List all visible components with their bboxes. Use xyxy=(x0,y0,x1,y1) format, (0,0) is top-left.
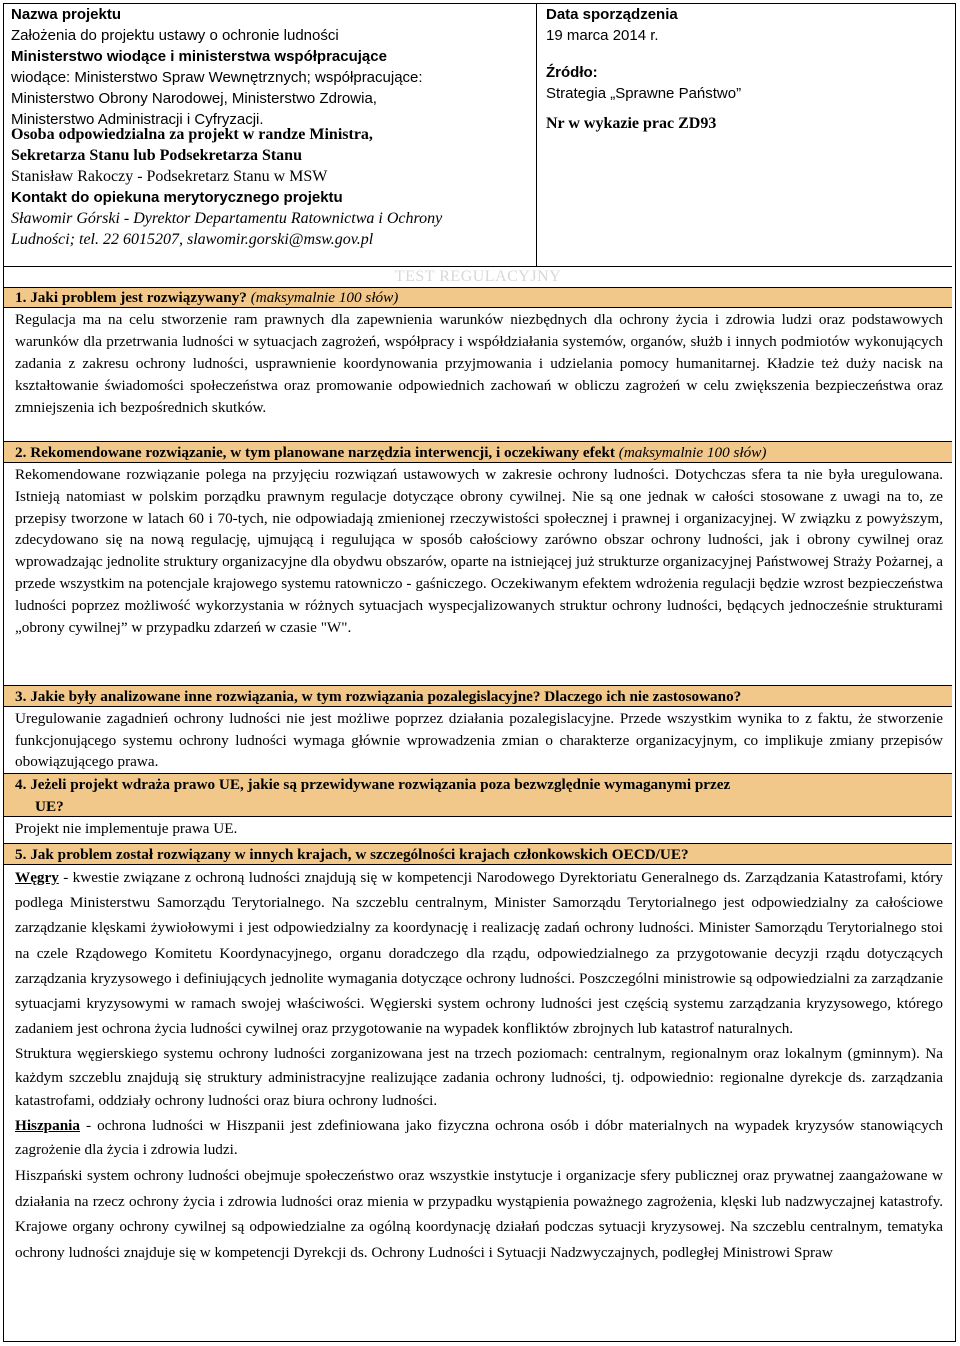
spain-paragraph-1: - ochrona ludności w Hiszpanii jest zdefiniowana jako fizyczna ochrona osób i dóbr materialnych na wypadek kryzysów stanowiących zagrożenie dla życia i zdrowia ludzi. xyxy=(15,1116,943,1158)
question-1-row xyxy=(4,287,952,308)
responsible-value: Stanisław Rakoczy - Podsekretarz Stanu w MSW xyxy=(11,168,328,185)
ministries-label: Ministerstwo wiodące i ministerstwa współpracujące xyxy=(11,48,387,65)
country-spain: Hiszpania xyxy=(15,1116,80,1134)
section-1 xyxy=(4,287,952,442)
question-2-note: (maksymalnie 100 słów) xyxy=(614,444,767,461)
project-name-value: Założenia do projektu ustawy o ochronie ludności xyxy=(11,27,339,44)
work-number: Nr w wykazie prac ZD93 xyxy=(546,115,717,132)
question-4-row xyxy=(4,773,952,817)
section-3 xyxy=(4,685,952,773)
ministries-value-1: wiodące: Ministerstwo Spraw Wewnętrznych; współpracujące: xyxy=(11,69,423,86)
question-3-text: 3. Jakie były analizowane inne rozwiązania, w tym rozwiązania pozalegislacyjne? Dlaczego ich nie zastosowano? xyxy=(15,688,742,705)
contact-value-2: Ludności; tel. 22 6015207, slawomir.gorski@msw.gov.pl xyxy=(11,231,374,248)
project-name-label: Nazwa projektu xyxy=(11,6,122,23)
answer-5 xyxy=(4,865,952,1265)
country-hungary: Węgry xyxy=(15,869,59,886)
section-4 xyxy=(4,773,952,842)
test-title: TEST REGULACYJNY xyxy=(4,266,952,287)
question-5-row xyxy=(4,843,952,865)
source-label: Źródło: xyxy=(546,64,598,81)
question-3-row xyxy=(4,685,952,707)
spain-paragraph-2: Hiszpański system ochrony ludności obejmuje społeczeństwo oraz wszystkie instytucje i organizacje sfery publicznej oraz prywatnej zaangażowane w działania na rzecz ochrony życia i zdrowia ludności oraz mienia w przypadku wystąpienia poważnego zagrożenia, klęski lub nadzwyczajnej katastrofy. Krajowe organy ochrony cywilnej są odpowiedzialne za ogólną koordynację działań podczas sytuacji kryzysowej. Na szczeblu centralnym, tematyka ochrony ludności znajduje się w kompetencji Dyrekcji ds. Ochrony Ludności i Sytuacji Nadzwyczajnych, podległej Ministrowi Spraw xyxy=(15,1166,943,1261)
header-right-cell xyxy=(540,4,960,266)
answer-2-text: Rekomendowane rozwiązanie polega na przyjęciu rozwiązań ustawowych w zakresie ochrony ludności. Dotychczas sfera ta nie była uregulowana. Istnieją natomiast w polskim porządku prawnym regulacje dotyczące obrony cywilnej. Nie są one jednak w całości stosowane z uwagi na to, ze przepisy tworzone w latach 60 i 70-tych, nie odpowiadają zmienionej rzeczywistości społecznej i prawnej i organizacyjnej. W związku z powyższym, zdecydowano się na nową regulację, ujmującą i regulująca w sposób całościowy zarówno obszar ochrony ludności, jak i obrony cywilnej oraz wprowadzając jednolite struktury organizacyjne dla obydwu obszarów, oparte na istniejącej już strukturze organizacyjnej Państwowej Straży Pożarnej, a przede wszystkim na potencjale krajowego systemu ratowniczo - gaśniczego. Oczekiwanym efektem wdrożenia regulacji będzie wzrost bezpieczeństwa ludności poprzez możliwość wykorzystania w różnych sytuacjach wyspecjalizowanych struktur ochrony ludności, będących jednocześnie strukturami „obrony cywilnej” w przypadku zdarzeń w czasie "W". xyxy=(15,466,943,636)
contact-value-1: Sławomir Górski - Dyrektor Departamentu Ratownictwa i Ochrony xyxy=(11,210,443,227)
ministries-value-2: Ministerstwo Obrony Narodowej, Ministerstwo Zdrowia, xyxy=(11,90,377,107)
question-4-text-1: 4. Jeżeli projekt wdraża prawo UE, jakie są przewidywane rozwiązania poza bezwzględnie wymaganymi przez xyxy=(15,776,731,793)
responsible-label-1: Osoba odpowiedzialna za projekt w randze Ministra, xyxy=(11,126,373,143)
header-left-cell xyxy=(4,4,537,266)
question-4-text-2: UE? xyxy=(35,797,64,815)
source-value: Strategia „Sprawne Państwo” xyxy=(546,85,742,102)
responsible-label-2: Sekretarza Stanu lub Podsekretarza Stanu xyxy=(11,147,302,164)
hungary-paragraph-1: - kwestie związane z ochroną ludności znajdują się w kompetencji Narodowego Dyrektoriatu Generalnego ds. Zarządzania Katastrofami, który podlega Ministerstwu Samorządu Terytorialnego. Na szczeblu centralnym, Minister Samorządu Terytorialnego jest odpowiedzialny za całościowe zarządzanie klęskami żywiołowymi i jest odpowiedzialny za koordynację i realizację zadań ochrony ludności. Minister Samorządu Terytorialnego stoi na czele Rządowego Komitetu Koordynacyjnego, organu doradczego dla rządu, odpowiedzialnego za przygotowanie decyzji rządu dotyczących zarządzania kryzysowego i definiujących jednolite wymagania dotyczące ochrony ludności. Poszczególni ministrowie są odpowiedzialni za zarządzanie sytuacjami kryzysowymi w ramach swojej właściwości. Węgierski system ochrony ludności jest częścią systemu zarządzania kryzysowego, którego zadaniem jest ochrona życia ludności cywilnej oraz przygotowanie na wypadek konfliktów zbrojnych lub katastrof naturalnych. xyxy=(15,869,943,1038)
question-1-note: (maksymalnie 100 słów) xyxy=(246,289,399,306)
section-2 xyxy=(4,441,952,686)
answer-1 xyxy=(4,308,952,442)
question-2-row xyxy=(4,441,952,463)
contact-label: Kontakt do opiekuna merytorycznego projektu xyxy=(11,189,343,206)
question-5-text: 5. Jak problem został rozwiązany w innych krajach, w szczególności krajach członkowskich OECD/UE? xyxy=(15,846,689,863)
date-value: 19 marca 2014 r. xyxy=(546,27,659,44)
question-1-text: 1. Jaki problem jest rozwiązywany? xyxy=(15,289,247,306)
section-5 xyxy=(4,843,952,1265)
answer-4 xyxy=(4,817,952,842)
ministries-value-3: Ministerstwo Administracji i Cyfryzacji. xyxy=(11,111,264,128)
answer-4-text: Projekt nie implementuje prawa UE. xyxy=(15,820,238,837)
question-2-text: 2. Rekomendowane rozwiązanie, w tym planowane narzędzia interwencji, i oczekiwany efekt xyxy=(15,444,615,461)
hungary-paragraph-2: Struktura węgierskiego systemu ochrony ludności zorganizowana jest na trzech poziomach: centralnym, regionalnym oraz lokalnym (gminnym). Na każdym szczeblu znajdują się struktury administracyjne realizujące zadania ochrony ludności, tj. odpowiednio: regionalne dyrekcje ds. zarządzania katastrofami, oddziały ochrony ludności oraz biura ochrony ludności. xyxy=(15,1045,943,1110)
answer-3 xyxy=(4,707,952,773)
answer-1-text: Regulacja ma na celu stworzenie ram prawnych dla zapewnienia warunków niezbędnych dla ochrony życia i zdrowia ludzi oraz podstawowych warunków dla przetrwania ludności w sytuacjach zagrożeń, współpracy i współdziałania systemów, organów, służb i innych podmiotów wykonujących zadania z zakresu ochrony ludności, usprawnienie koordynowania przyjmowania i udzielania pomocy humanitarnej. Kładzie też duży nacisk na kształtowanie świadomości społeczeństwa oraz promowanie odpowiednich zachowań w obliczu zagrożeń w celu zwiększenia bezpieczeństwa oraz zmniejszenia ich bezpośrednich skutków. xyxy=(15,311,943,416)
answer-3-text: Uregulowanie zagadnień ochrony ludności nie jest możliwe poprzez działania pozalegislacyjne. Przede wszystkim wynika to z faktu, że stworzenie funkcjonującego systemu ochrony ludności wymaga głównie wprowadzenia zmian o charakterze organizacyjnym, co implikuje zmiany przepisów obowiązującego prawa. xyxy=(15,710,943,770)
answer-2 xyxy=(4,463,952,686)
date-label: Data sporządzenia xyxy=(546,6,678,23)
